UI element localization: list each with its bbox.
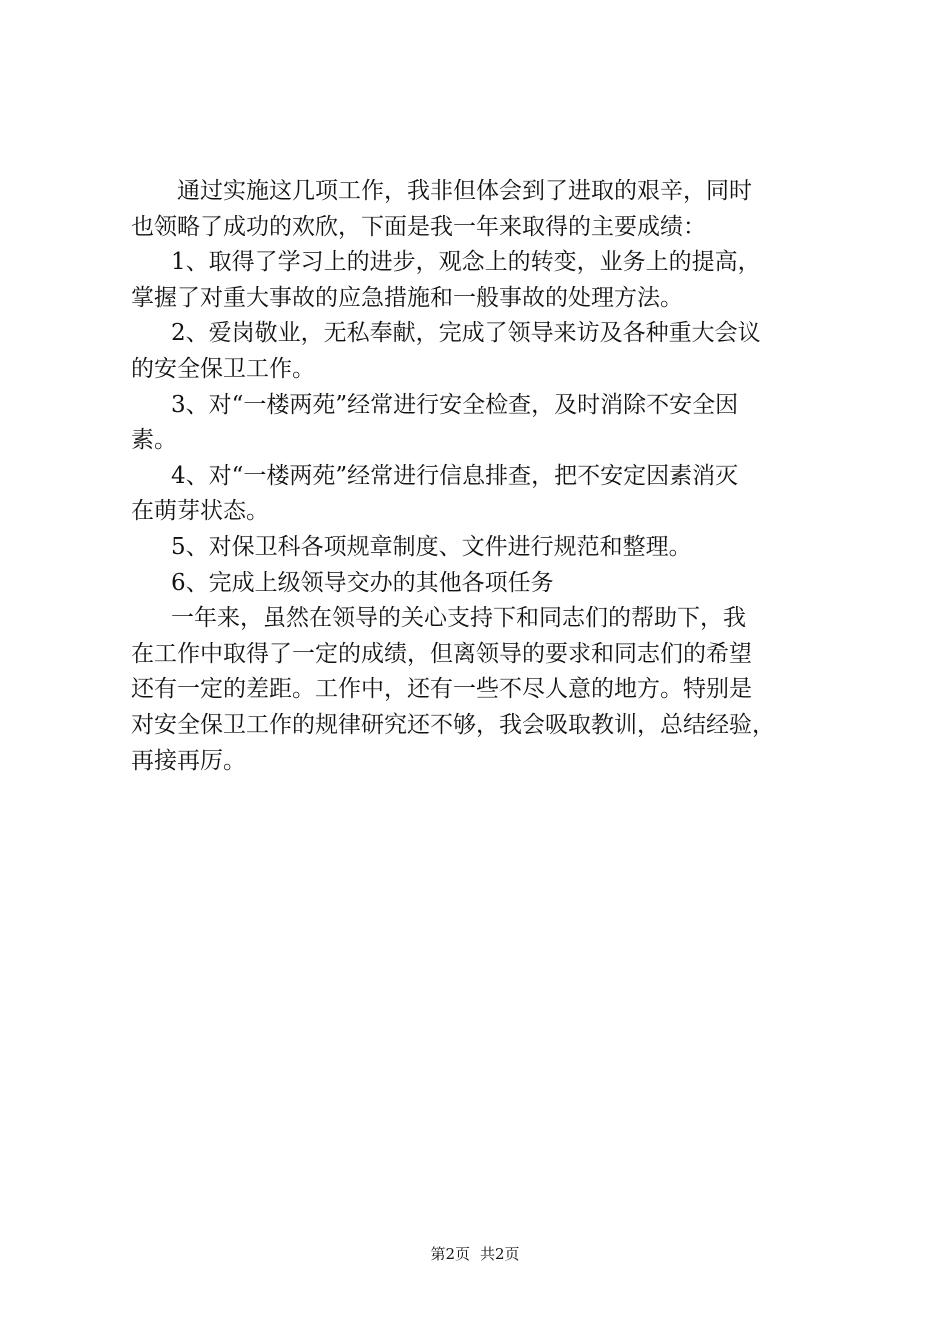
list-item-line: 3、对“一楼两苑”经常进行安全检查，及时消除不安全因 [171, 391, 739, 418]
list-item-line: 掌握了对重大事故的应急措施和一般事故的处理方法。 [131, 284, 683, 311]
list-item-line: 6、完成上级领导交办的其他各项任务 [171, 569, 554, 596]
paragraph-line: 在工作中取得了一定的成绩，但离领导的要求和同志们的希望 [131, 640, 752, 667]
list-item-line: 1、取得了学习上的进步，观念上的转变，业务上的提高， [171, 249, 761, 276]
page-footer [0, 1244, 950, 1264]
paragraph-line: 也领略了成功的欢欣，下面是我一年来取得的主要成绩： [131, 213, 706, 240]
list-item-line: 的安全保卫工作。 [131, 355, 315, 382]
paragraph-line: 对安全保卫工作的规律研究还不够，我会吸取教训，总结经验， [131, 711, 775, 738]
list-item-line: 5、对保卫科各项规章制度、文件进行规范和整理。 [171, 533, 692, 560]
list-item-line: 4、对“一楼两苑”经常进行信息排查，把不安定因素消灭 [171, 462, 739, 489]
paragraph-line: 通过实施这几项工作，我非但体会到了进取的艰辛，同时 [177, 178, 752, 204]
paragraph-line: 还有一定的差距。工作中，还有一些不尽人意的地方。特别是 [131, 676, 752, 703]
list-item-line: 2、爱岗敬业，无私奉献，完成了领导来访及各种重大会议 [171, 320, 761, 347]
page-total: 共2页 [480, 1245, 520, 1263]
paragraph-line: 一年来，虽然在领导的关心支持下和同志们的帮助下，我 [171, 605, 746, 632]
page-number: 第2页 [430, 1245, 470, 1263]
list-item-line: 素。 [131, 427, 177, 454]
paragraph-line: 再接再厉。 [131, 747, 246, 774]
list-item-line: 在萌芽状态。 [131, 498, 269, 525]
document-body [131, 174, 831, 779]
